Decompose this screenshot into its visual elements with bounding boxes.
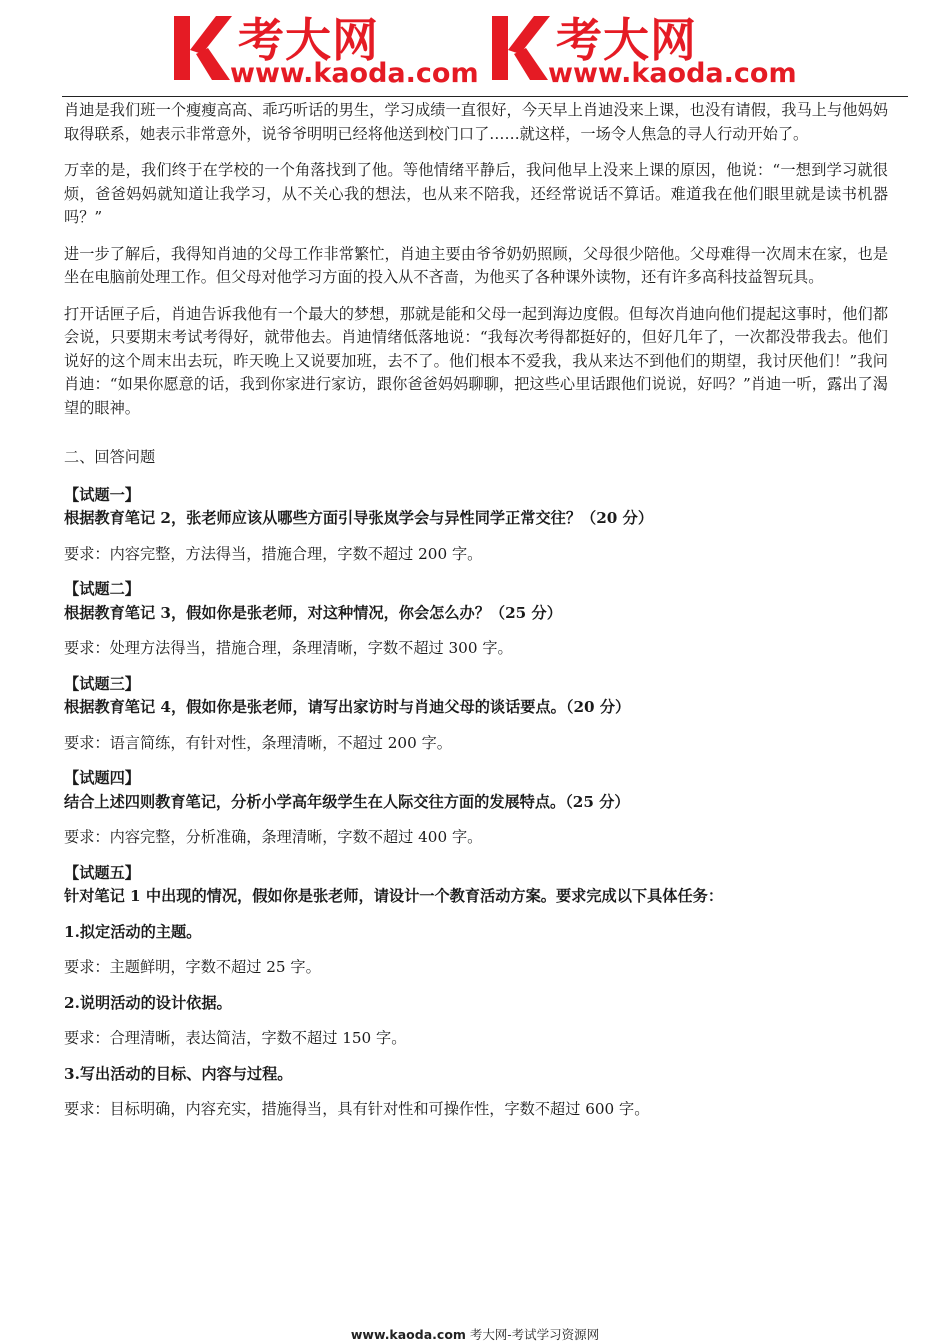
question-requirement: 要求：内容完整，分析准确，条理清晰，字数不超过 400 字。 <box>64 828 483 846</box>
document-body <box>64 99 888 1134</box>
question-block <box>64 578 888 661</box>
question-label: 【试题四】 <box>64 769 140 787</box>
body-paragraph: 进一步了解后，我得知肖迪的父母工作非常繁忙，肖迪主要由爷爷奶奶照顾，父母很少陪他。父母难得一次周末在家，也是坐在电脑前处理工作。但父母对他学习方面的投入从不吝啬，为他买了各种课外读物，还有许多高科技益智玩具。 <box>64 244 888 286</box>
question-title: 结合上述四则教育笔记，分析小学高年级学生在人际交往方面的发展特点。（25 分） <box>64 792 630 811</box>
body-paragraph: 肖迪是我们班一个瘦瘦高高、乖巧听话的男生，学习成绩一直很好，今天早上肖迪没来上课，也没有请假，我马上与他妈妈取得联系，她表示非常意外，说爷爷明明已经将他送到校门口了……就这样，一场令人焦急的寻人行动开始了。 <box>64 101 888 143</box>
question-title: 根据教育笔记 2，张老师应该从哪些方面引导张岚学会与异性同学正常交往？（20 分） <box>64 509 654 527</box>
question-title: 针对笔记 1 中出现的情况，假如你是张老师，请设计一个教育活动方案。要求完成以下具体任务： <box>64 887 724 905</box>
task-item: 2.说明活动的设计依据。 <box>64 993 232 1012</box>
footer-url-link[interactable]: www.kaoda.com <box>350 1327 466 1342</box>
question-block <box>64 767 888 850</box>
question-label: 【试题五】 <box>64 863 140 882</box>
k-logo-icon <box>172 10 232 86</box>
task-requirement: 要求：主题鲜明，字数不超过 25 字。 <box>64 958 321 976</box>
logo-brand-text: 考大网 <box>238 13 379 67</box>
question-block <box>64 673 888 756</box>
question-block <box>64 484 888 567</box>
logo-url-text: www.kaoda.com <box>230 58 479 89</box>
kaoda-logo[interactable] <box>490 6 820 90</box>
section-title: 二、回答问题 <box>64 448 156 466</box>
body-paragraph: 打开话匣子后，肖迪告诉我他有一个最大的梦想，那就是能和父母一起到海边度假。但每次肖迪向他们提起这事时，他们都会说，只要期末考试考得好，就带他去。肖迪情绪低落地说：“我每次考得都挺好的，但好几年了，一次都没带我去。他们说好的这个周末出去玩，昨天晚上又说要加班，去不了。他们根本不爱我，我从来达不到他们的期望，我讨厌他们！”我问肖迪：“如果你愿意的话，我到你家进行家访，跟你爸爸妈妈聊聊，把这些心里话跟他们说说，好吗？”肖迪一听，露出了渴望的眼神。 <box>64 304 888 417</box>
task-requirement: 要求：合理清晰，表达简洁，字数不超过 150 字。 <box>64 1029 407 1047</box>
task-item: 3.写出活动的目标、内容与过程。 <box>64 1064 293 1083</box>
logo-brand-text: 考大网 <box>556 13 697 67</box>
task-requirement: 要求：目标明确，内容充实，措施得当，具有针对性和可操作性，字数不超过 600 字。 <box>64 1100 650 1118</box>
task-item: 1.拟定活动的主题。 <box>64 922 202 941</box>
page-footer <box>0 1325 950 1343</box>
header-divider <box>62 96 908 97</box>
question-requirement: 要求：处理方法得当，措施合理，条理清晰，字数不超过 300 字。 <box>64 639 513 657</box>
footer-text: 考大网-考试学习资源网 <box>465 1327 600 1342</box>
logo-url-text: www.kaoda.com <box>548 58 797 89</box>
question-title: 根据教育笔记 4，假如你是张老师，请写出家访时与肖迪父母的谈话要点。（20 分） <box>64 698 631 716</box>
question-label: 【试题二】 <box>64 580 140 598</box>
question-block <box>64 862 888 1122</box>
question-label: 【试题一】 <box>64 485 140 504</box>
question-requirement: 要求：内容完整，方法得当，措施合理，字数不超过 200 字。 <box>64 544 483 563</box>
page-header <box>0 0 950 96</box>
question-label: 【试题三】 <box>64 674 140 693</box>
kaoda-logo[interactable] <box>172 6 502 90</box>
question-title: 根据教育笔记 3，假如你是张老师，对这种情况，你会怎么办？（25 分） <box>64 603 562 622</box>
k-logo-icon <box>490 10 550 86</box>
question-requirement: 要求：语言简练，有针对性，条理清晰，不超过 200 字。 <box>64 733 452 752</box>
body-paragraph: 万幸的是，我们终于在学校的一个角落找到了他。等他情绪平静后，我问他早上没来上课的原因，他说：“一想到学习就很烦，爸爸妈妈就知道让我学习，从不关心我的想法，也从来不陪我，还经常说话不算话。难道我在他们眼里就是读书机器吗？” <box>64 161 888 226</box>
